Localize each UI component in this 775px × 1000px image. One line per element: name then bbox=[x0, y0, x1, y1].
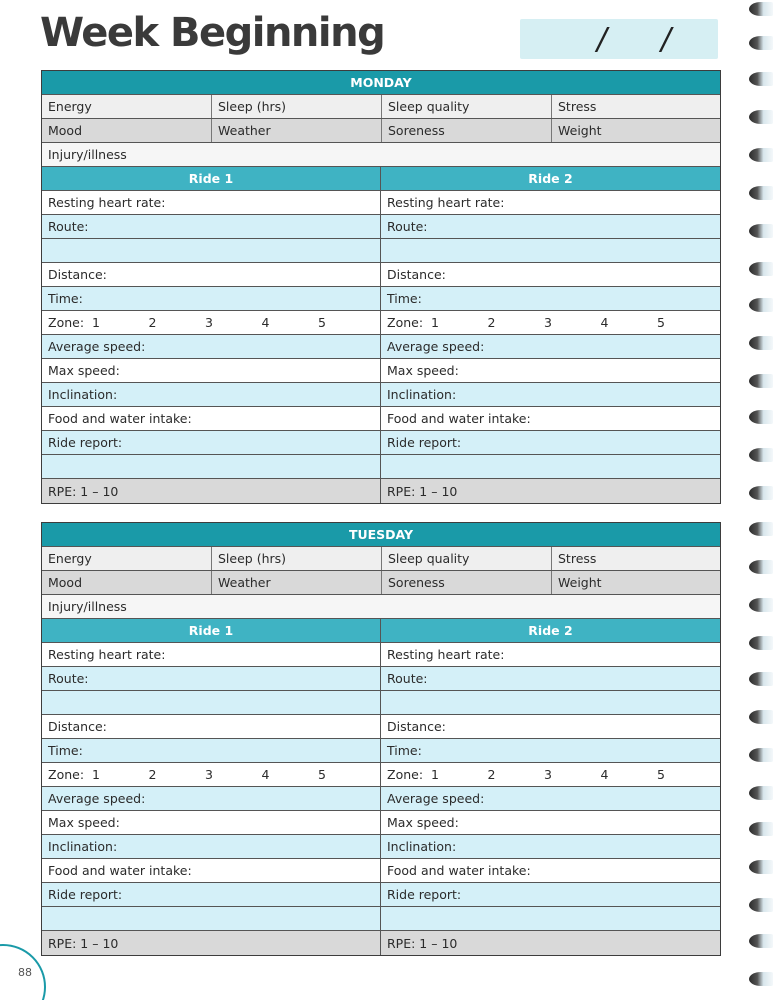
spiral-coil-icon bbox=[749, 636, 773, 650]
zone-option[interactable]: 4 bbox=[261, 315, 270, 330]
zone-option[interactable]: 2 bbox=[487, 315, 496, 330]
sleep-quality-field[interactable]: Sleep quality bbox=[382, 95, 552, 118]
rpe-field[interactable]: RPE: 1 – 10 bbox=[42, 931, 380, 955]
zone-label: Zone: bbox=[387, 315, 424, 330]
day-section-monday bbox=[41, 70, 721, 504]
time-field[interactable]: Time: bbox=[381, 739, 720, 763]
distance-field[interactable]: Distance: bbox=[42, 715, 380, 739]
wellness-row bbox=[42, 595, 720, 619]
max-speed-field[interactable]: Max speed: bbox=[381, 359, 720, 383]
spiral-coil-icon bbox=[749, 972, 773, 986]
zone-field[interactable] bbox=[381, 311, 720, 335]
time-field[interactable]: Time: bbox=[381, 287, 720, 311]
spiral-coil-icon bbox=[749, 148, 773, 162]
injury-illness-field[interactable]: Injury/illness bbox=[48, 147, 127, 162]
zone-option[interactable]: 4 bbox=[600, 767, 609, 782]
wellness-row bbox=[42, 119, 720, 143]
rides-container bbox=[42, 619, 720, 955]
ride-1 bbox=[42, 167, 381, 503]
food-water-field[interactable]: Food and water intake: bbox=[381, 859, 720, 883]
sleep-hours-field[interactable]: Sleep (hrs) bbox=[212, 95, 382, 118]
zone-option[interactable]: 3 bbox=[544, 767, 552, 782]
food-water-field[interactable]: Food and water intake: bbox=[381, 407, 720, 431]
distance-field[interactable]: Distance: bbox=[381, 263, 720, 287]
route-field[interactable]: Route: bbox=[42, 667, 380, 691]
spiral-coil-icon bbox=[749, 336, 773, 350]
week-date-field[interactable] bbox=[520, 19, 718, 59]
resting-hr-field[interactable]: Resting heart rate: bbox=[381, 643, 720, 667]
spiral-coil-icon bbox=[749, 934, 773, 948]
zone-option[interactable]: 4 bbox=[600, 315, 609, 330]
max-speed-field[interactable]: Max speed: bbox=[42, 811, 380, 835]
zone-field[interactable] bbox=[42, 763, 380, 787]
weather-field[interactable]: Weather bbox=[212, 571, 382, 594]
inclination-field[interactable]: Inclination: bbox=[42, 383, 380, 407]
spiral-coil-icon bbox=[749, 860, 773, 874]
zone-option[interactable]: 5 bbox=[657, 315, 665, 330]
food-water-field[interactable]: Food and water intake: bbox=[42, 859, 380, 883]
zone-option[interactable]: 2 bbox=[148, 315, 157, 330]
stress-field[interactable]: Stress bbox=[558, 99, 597, 114]
route-field-extra[interactable] bbox=[381, 691, 720, 715]
weather-field[interactable]: Weather bbox=[212, 119, 382, 142]
spiral-binding bbox=[745, 0, 775, 1000]
zone-option[interactable]: 1 bbox=[92, 767, 100, 782]
zone-field[interactable] bbox=[42, 311, 380, 335]
date-separator: / bbox=[596, 21, 607, 57]
zone-option[interactable]: 1 bbox=[431, 315, 439, 330]
food-water-field[interactable]: Food and water intake: bbox=[42, 407, 380, 431]
zone-option[interactable]: 5 bbox=[657, 767, 665, 782]
spiral-coil-icon bbox=[749, 298, 773, 312]
wellness-row bbox=[42, 143, 720, 167]
wellness-row bbox=[42, 95, 720, 119]
route-field[interactable]: Route: bbox=[381, 667, 720, 691]
zone-option[interactable]: 3 bbox=[205, 315, 213, 330]
inclination-field[interactable]: Inclination: bbox=[381, 835, 720, 859]
spiral-coil-icon bbox=[749, 486, 773, 500]
ride-report-extra[interactable] bbox=[381, 455, 720, 479]
spiral-coil-icon bbox=[749, 186, 773, 200]
spiral-coil-icon bbox=[749, 448, 773, 462]
route-field-extra[interactable] bbox=[381, 239, 720, 263]
ride-report-extra[interactable] bbox=[42, 455, 380, 479]
soreness-field[interactable]: Soreness bbox=[382, 571, 552, 594]
zone-option[interactable]: 1 bbox=[431, 767, 439, 782]
ride-header: Ride 2 bbox=[381, 167, 720, 191]
zone-option[interactable]: 5 bbox=[318, 315, 326, 330]
ride-report-field[interactable]: Ride report: bbox=[381, 883, 720, 907]
sleep-quality-field[interactable]: Sleep quality bbox=[382, 547, 552, 570]
spiral-coil-icon bbox=[749, 786, 773, 800]
weight-field[interactable]: Weight bbox=[558, 123, 602, 138]
zone-option[interactable]: 3 bbox=[205, 767, 213, 782]
spiral-coil-icon bbox=[749, 822, 773, 836]
avg-speed-field[interactable]: Average speed: bbox=[42, 787, 380, 811]
ride-header: Ride 1 bbox=[42, 619, 380, 643]
energy-field[interactable]: Energy bbox=[42, 547, 212, 570]
spiral-coil-icon bbox=[749, 672, 773, 686]
spiral-coil-icon bbox=[749, 598, 773, 612]
spiral-coil-icon bbox=[749, 224, 773, 238]
ride-report-extra[interactable] bbox=[381, 907, 720, 931]
ride-report-field[interactable]: Ride report: bbox=[42, 883, 380, 907]
ride-2 bbox=[381, 619, 720, 955]
spiral-coil-icon bbox=[749, 522, 773, 536]
time-field[interactable]: Time: bbox=[42, 739, 380, 763]
zone-option[interactable]: 1 bbox=[92, 315, 100, 330]
max-speed-field[interactable]: Max speed: bbox=[381, 811, 720, 835]
ride-1 bbox=[42, 619, 381, 955]
time-field[interactable]: Time: bbox=[42, 287, 380, 311]
weight-field[interactable]: Weight bbox=[558, 575, 602, 590]
zone-label: Zone: bbox=[48, 767, 85, 782]
zone-option[interactable]: 3 bbox=[544, 315, 552, 330]
zone-option[interactable]: 2 bbox=[148, 767, 157, 782]
spiral-coil-icon bbox=[749, 410, 773, 424]
spiral-coil-icon bbox=[749, 374, 773, 388]
distance-field[interactable]: Distance: bbox=[381, 715, 720, 739]
day-section-tuesday bbox=[41, 522, 721, 956]
ride-header: Ride 2 bbox=[381, 619, 720, 643]
spiral-coil-icon bbox=[749, 36, 773, 50]
resting-hr-field[interactable]: Resting heart rate: bbox=[42, 643, 380, 667]
rpe-field[interactable]: RPE: 1 – 10 bbox=[381, 479, 720, 503]
inclination-field[interactable]: Inclination: bbox=[381, 383, 720, 407]
wellness-row bbox=[42, 571, 720, 595]
avg-speed-field[interactable]: Average speed: bbox=[381, 787, 720, 811]
route-field[interactable]: Route: bbox=[381, 215, 720, 239]
spiral-coil-icon bbox=[749, 2, 773, 16]
zone-label: Zone: bbox=[387, 767, 424, 782]
ride-report-extra[interactable] bbox=[42, 907, 380, 931]
ride-header: Ride 1 bbox=[42, 167, 380, 191]
rides-container bbox=[42, 167, 720, 503]
rpe-field[interactable]: RPE: 1 – 10 bbox=[381, 931, 720, 955]
ride-report-field[interactable]: Ride report: bbox=[381, 431, 720, 455]
max-speed-field[interactable]: Max speed: bbox=[42, 359, 380, 383]
spiral-coil-icon bbox=[749, 898, 773, 912]
sleep-hours-field[interactable]: Sleep (hrs) bbox=[212, 547, 382, 570]
spiral-coil-icon bbox=[749, 110, 773, 124]
rpe-field[interactable]: RPE: 1 – 10 bbox=[42, 479, 380, 503]
mood-field[interactable]: Mood bbox=[42, 119, 212, 142]
spiral-coil-icon bbox=[749, 748, 773, 762]
ride-2 bbox=[381, 167, 720, 503]
avg-speed-field[interactable]: Average speed: bbox=[381, 335, 720, 359]
injury-illness-field[interactable]: Injury/illness bbox=[48, 599, 127, 614]
page-title: Week Beginning bbox=[40, 10, 385, 56]
zone-label: Zone: bbox=[48, 315, 85, 330]
inclination-field[interactable]: Inclination: bbox=[42, 835, 380, 859]
zone-option[interactable]: 2 bbox=[487, 767, 496, 782]
day-header: TUESDAY bbox=[42, 523, 720, 547]
resting-hr-field[interactable]: Resting heart rate: bbox=[381, 191, 720, 215]
zone-option[interactable]: 5 bbox=[318, 767, 326, 782]
page-number: 88 bbox=[18, 966, 32, 979]
mood-field[interactable]: Mood bbox=[42, 571, 212, 594]
ride-report-field[interactable]: Ride report: bbox=[42, 431, 380, 455]
day-header: MONDAY bbox=[42, 71, 720, 95]
spiral-coil-icon bbox=[749, 710, 773, 724]
route-field-extra[interactable] bbox=[42, 239, 380, 263]
spiral-coil-icon bbox=[749, 560, 773, 574]
spiral-coil-icon bbox=[749, 262, 773, 276]
resting-hr-field[interactable]: Resting heart rate: bbox=[42, 191, 380, 215]
zone-option[interactable]: 4 bbox=[261, 767, 270, 782]
avg-speed-field[interactable]: Average speed: bbox=[42, 335, 380, 359]
date-separator: / bbox=[661, 21, 672, 57]
energy-field[interactable]: Energy bbox=[42, 95, 212, 118]
distance-field[interactable]: Distance: bbox=[42, 263, 380, 287]
route-field[interactable]: Route: bbox=[42, 215, 380, 239]
spiral-coil-icon bbox=[749, 72, 773, 86]
soreness-field[interactable]: Soreness bbox=[382, 119, 552, 142]
route-field-extra[interactable] bbox=[42, 691, 380, 715]
stress-field[interactable]: Stress bbox=[558, 551, 597, 566]
wellness-row bbox=[42, 547, 720, 571]
zone-field[interactable] bbox=[381, 763, 720, 787]
